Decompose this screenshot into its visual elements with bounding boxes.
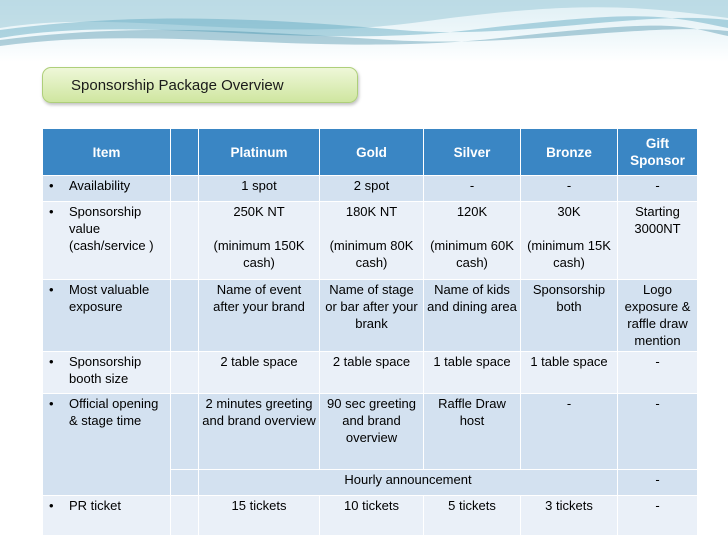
header-gift-sponsor: Gift Sponsor <box>618 129 698 176</box>
platinum-cell: 2 table space <box>199 352 320 394</box>
header-bronze: Bronze <box>521 129 618 176</box>
bullet: • <box>49 354 54 369</box>
table-row <box>43 176 698 202</box>
wave-graphic <box>0 0 728 62</box>
decorative-wave-banner <box>0 0 728 62</box>
table-row <box>43 394 698 470</box>
row-label: Availability <box>69 178 131 193</box>
row-label: Official opening & stage time <box>69 396 159 428</box>
bronze-cell: Sponsorship both <box>521 280 618 352</box>
gift-cell: - <box>618 394 698 470</box>
gold-cell: 10 tickets <box>320 496 424 536</box>
spacer-cell <box>171 280 199 352</box>
page-title: Sponsorship Package Overview <box>42 67 358 103</box>
platinum-cell: 15 tickets <box>199 496 320 536</box>
silver-cell: 120K (minimum 60K cash) <box>424 202 521 280</box>
gold-cell: 2 table space <box>320 352 424 394</box>
gold-cell: 90 sec greeting and brand overview <box>320 394 424 470</box>
row-label-cell <box>43 352 171 394</box>
spacer-cell <box>171 202 199 280</box>
gift-cell: - <box>618 470 698 496</box>
row-label: PR ticket <box>69 498 122 513</box>
silver-cell: 1 table space <box>424 352 521 394</box>
silver-cell: 5 tickets <box>424 496 521 536</box>
platinum-cell: 2 minutes greeting and brand overview <box>199 394 320 470</box>
silver-cell: Name of kids and dining area <box>424 280 521 352</box>
spacer-cell <box>171 394 199 470</box>
table-row <box>43 202 698 280</box>
bullet: • <box>49 282 54 297</box>
header-gold: Gold <box>320 129 424 176</box>
row-label-cell <box>43 394 171 496</box>
table-header-row <box>43 129 698 176</box>
gift-cell: Logo exposure & raffle draw mention <box>618 280 698 352</box>
row-label-cell <box>43 202 171 280</box>
row-label-cell <box>43 496 171 536</box>
bullet: • <box>49 204 54 219</box>
gift-cell: - <box>618 352 698 394</box>
header-spacer <box>171 129 199 176</box>
hourly-announcement-cell: Hourly announcement <box>199 470 618 496</box>
silver-cell: Raffle Draw host <box>424 394 521 470</box>
bronze-cell: 3 tickets <box>521 496 618 536</box>
gold-cell: Name of stage or bar after your brank <box>320 280 424 352</box>
header-platinum: Platinum <box>199 129 320 176</box>
row-label: Most valuable exposure <box>69 282 150 314</box>
row-label: Sponsorship value (cash/service ) <box>69 204 154 253</box>
gold-cell: 180K NT (minimum 80K cash) <box>320 202 424 280</box>
spacer-cell <box>171 496 199 536</box>
bullet: • <box>49 498 54 513</box>
bronze-cell: - <box>521 176 618 202</box>
table-row <box>43 280 698 352</box>
spacer-cell <box>171 470 199 496</box>
row-label: Sponsorship booth size <box>69 354 142 386</box>
gift-cell: - <box>618 176 698 202</box>
platinum-cell: Name of event after your brand <box>199 280 320 352</box>
table-row <box>43 352 698 394</box>
sponsorship-table <box>42 128 698 536</box>
table-row <box>43 496 698 536</box>
bullet: • <box>49 396 54 411</box>
bullet: • <box>49 178 54 193</box>
gift-cell: Starting 3000NT <box>618 202 698 280</box>
row-label-cell <box>43 280 171 352</box>
header-silver: Silver <box>424 129 521 176</box>
platinum-cell: 1 spot <box>199 176 320 202</box>
bronze-cell: - <box>521 394 618 470</box>
row-label-cell <box>43 176 171 202</box>
silver-cell: - <box>424 176 521 202</box>
spacer-cell <box>171 352 199 394</box>
bronze-cell: 1 table space <box>521 352 618 394</box>
header-item: Item <box>43 129 171 176</box>
bronze-cell: 30K (minimum 15K cash) <box>521 202 618 280</box>
spacer-cell <box>171 176 199 202</box>
platinum-cell: 250K NT (minimum 150K cash) <box>199 202 320 280</box>
gold-cell: 2 spot <box>320 176 424 202</box>
gift-cell: - <box>618 496 698 536</box>
